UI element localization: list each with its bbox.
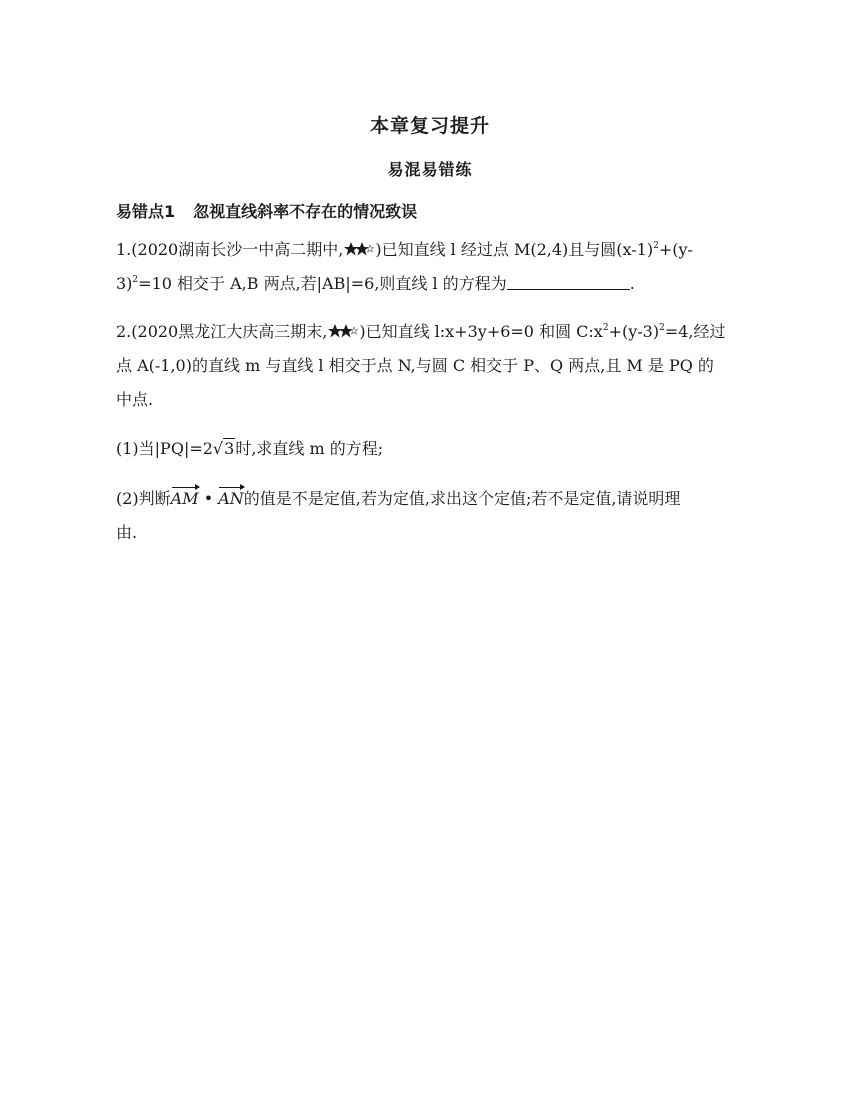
q2-prefix: 2.(2020黑龙江大庆高三期末, xyxy=(116,322,328,341)
two-star-difficulty-icon xyxy=(327,324,359,338)
question-2-line-1 xyxy=(116,322,726,342)
error-point-label: 易错点1 xyxy=(116,202,176,221)
q1-prefix: 1.(2020湖南长沙一中高二期中, xyxy=(116,240,344,259)
sub1-suffix: 时,求直线 m 的方程; xyxy=(235,439,384,458)
square-root: √3 xyxy=(212,439,235,458)
q1-text-part-2: +(y- xyxy=(658,240,693,259)
chapter-title: 本章复习提升 xyxy=(369,115,490,137)
sub-question-2-line-2: 由. xyxy=(116,523,138,542)
section-title: 易混易错练 xyxy=(387,160,473,179)
q2-exponent-2: 2 xyxy=(659,323,665,333)
sub2-suffix: 的值是不是定值,若为定值,求出这个定值;若不是定值,请说明理 xyxy=(243,489,681,508)
sub-question-1 xyxy=(116,439,383,459)
question-2-line-2: 点 A(-1,0)的直线 m 与直线 l 相交于点 N,与圆 C 相交于 P、Q 两点,且 M 是 PQ 的 xyxy=(116,356,714,375)
two-star-difficulty-icon xyxy=(343,242,375,256)
q1-text-part-3: 3) xyxy=(116,274,133,293)
q2-text-part-2: +(y-3) xyxy=(608,322,660,341)
sub-question-2-line-1 xyxy=(116,489,680,509)
q1-exponent-2: 2 xyxy=(132,275,139,285)
sub2-prefix: (2)判断 xyxy=(116,489,171,508)
question-2-line-3: 中点. xyxy=(116,390,154,409)
q2-text-part-3: =4,经过 xyxy=(664,322,726,341)
q1-exponent-1: 2 xyxy=(653,241,659,251)
error-point-heading xyxy=(116,199,417,222)
sqrt-radicand: 3 xyxy=(224,439,235,458)
q1-text-part-1: )已知直线 l 经过点 M(2,4)且与圆(x-1) xyxy=(375,240,654,259)
q2-exponent-1: 2 xyxy=(602,323,609,333)
q1-text-part-4: =10 相交于 A,B 两点,若|AB|=6,则直线 l 的方程为 xyxy=(138,274,507,293)
vector-an: AN xyxy=(218,489,244,508)
dot-product-symbol: • xyxy=(198,489,219,508)
error-point-title: 忽视直线斜率不存在的情况致误 xyxy=(193,202,418,221)
question-1-line-2 xyxy=(116,274,635,294)
vector-am: AM xyxy=(170,489,199,508)
sub1-prefix: (1)当|PQ|=2 xyxy=(116,439,213,458)
q1-end: . xyxy=(629,274,635,293)
answer-blank xyxy=(507,275,630,290)
question-1-line-1 xyxy=(116,240,693,260)
q2-text-part-1: )已知直线 l:x+3y+6=0 和圆 C:x xyxy=(359,322,603,341)
